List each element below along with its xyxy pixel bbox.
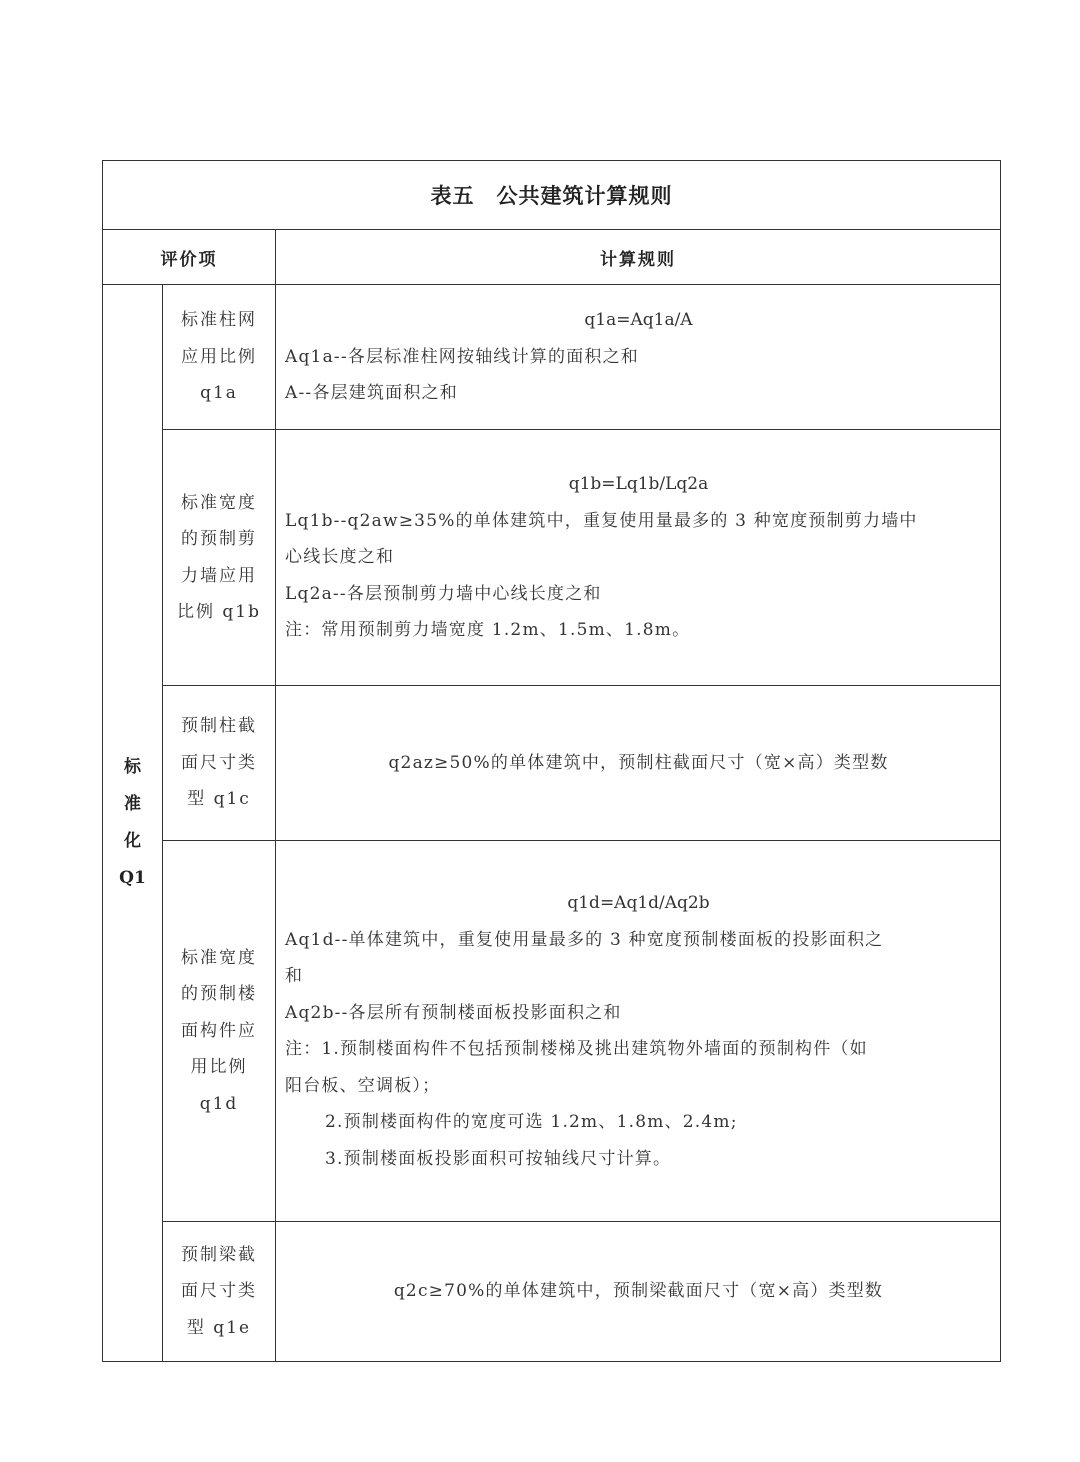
item-line: 力墙应用 [181,565,257,586]
item-line: 应用比例 [181,346,257,367]
rule-line: 注：1.预制楼面构件不包括预制楼梯及挑出建筑物外墙面的预制构件（如 [285,1039,868,1059]
item-line: 面尺寸类 [181,1281,257,1302]
rule-cell [276,430,1001,686]
rule-line: Aq1a--各层标准柱网按轴线计算的面积之和 [285,346,639,367]
item-cell [163,686,276,841]
item-line: 标准宽度 [181,492,257,513]
category-char: 准 [124,794,141,814]
item-line: 的预制剪 [181,529,257,549]
rule-cell [276,1222,1001,1362]
table-row-q1e [103,1222,1001,1362]
formula: q1d=Aq1d/Aq2b [567,893,710,913]
rule-line: Lq1b--q2aw≥35%的单体建筑中，重复使用量最多的 3 种宽度预制剪力墙中 [285,510,918,531]
item-line: 预制梁截 [181,1244,257,1265]
rules-table [102,160,1001,1362]
rule-line: A--各层建筑面积之和 [285,383,458,404]
header-item: 评价项 [103,230,276,285]
item-line: q1a [200,383,238,404]
rule-line: Lq2a--各层预制剪力墙中心线长度之和 [285,583,602,604]
item-line: 预制柱截 [181,716,257,737]
category-cell [103,285,163,1362]
rule-line: q2az≥50%的单体建筑中，预制柱截面尺寸（宽×高）类型数 [388,752,889,773]
item-line: 型 q1e [186,1317,252,1338]
item-line: 面构件应 [181,1020,257,1041]
rule-line: Aq1d--单体建筑中，重复使用量最多的 3 种宽度预制楼面板的投影面积之 [285,929,884,950]
rule-cell [276,285,1001,430]
item-cell [163,430,276,686]
table-row-q1a [103,285,1001,430]
table-title: 表五 公共建筑计算规则 [103,161,1001,230]
rule-line: 注：常用预制剪力墙宽度 1.2m、1.5m、1.8m。 [285,620,691,641]
item-line: 型 q1c [187,789,251,810]
item-line: 标准柱网 [181,310,257,331]
rule-line: 和 [285,966,304,986]
rule-cell [276,686,1001,841]
item-line: 标准宽度 [181,947,257,968]
rule-line: Aq2b--各层所有预制楼面板投影面积之和 [285,1002,622,1023]
rule-cell [276,841,1001,1222]
item-cell [163,841,276,1222]
item-line: q1d [199,1093,239,1114]
rule-line: 2.预制楼面构件的宽度可选 1.2m、1.8m、2.4m; [325,1112,738,1132]
header-rule: 计算规则 [276,230,1001,285]
item-cell [163,285,276,430]
category-char: 标 [124,757,141,777]
category-char: Q1 [119,868,146,888]
rule-line: 3.预制楼面板投影面积可按轴线尺寸计算。 [325,1148,672,1169]
category-char: 化 [124,831,141,851]
rule-line: 心线长度之和 [285,547,395,568]
table-row-q1d [103,841,1001,1222]
table-row-q1c [103,686,1001,841]
rule-line: 阳台板、空调板）； [285,1075,441,1096]
rule-line: q2c≥70%的单体建筑中，预制梁截面尺寸（宽×高）类型数 [393,1281,884,1302]
formula: q1b=Lq1b/Lq2a [568,474,709,495]
item-line: 面尺寸类 [181,752,257,773]
item-line: 用比例 [190,1057,248,1078]
table-row-q1b [103,430,1001,686]
item-line: 比例 q1b [177,602,261,622]
item-cell [163,1222,276,1362]
formula: q1a=Aq1a/A [584,310,693,331]
item-line: 的预制楼 [181,984,257,1005]
